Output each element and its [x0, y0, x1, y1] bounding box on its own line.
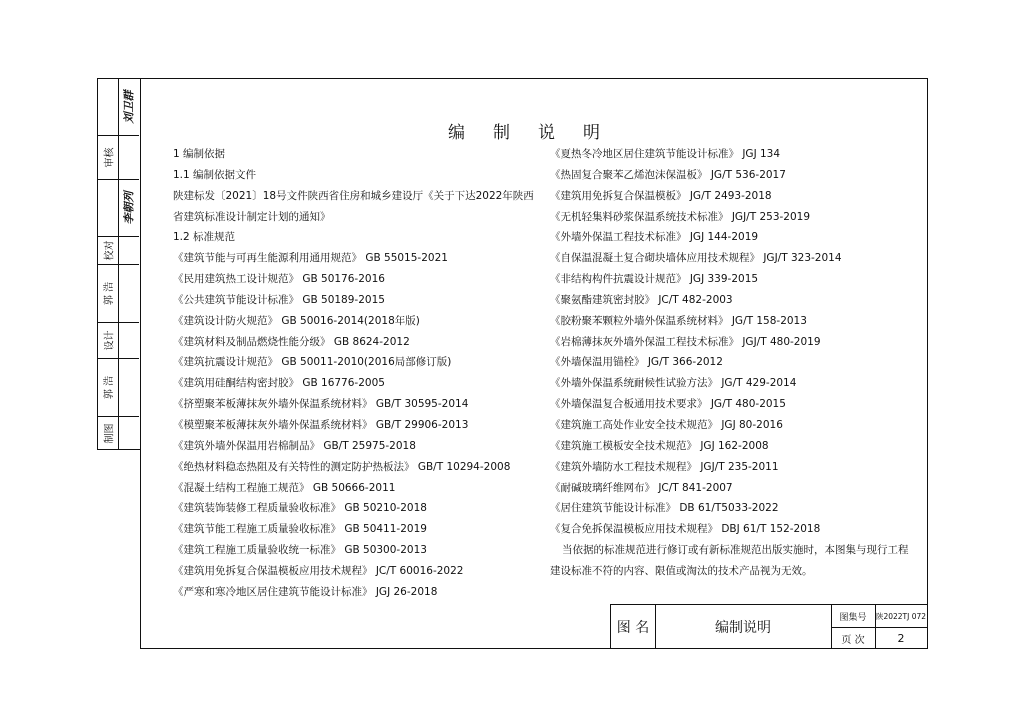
drawing-name-label: 图 名	[616, 620, 650, 636]
signature-cell	[98, 323, 139, 359]
list-item: 《建筑施工模板安全技术规范》 JGJ 162-2008	[550, 439, 769, 452]
list-item: 省建筑标准设计制定计划的通知》	[173, 210, 331, 223]
list-item: 《耐碱玻璃纤维网布》 JC/T 841-2007	[550, 481, 733, 494]
list-item: 《非结构构件抗震设计规范》 JGJ 339-2015	[550, 273, 759, 286]
list-item: 《建筑材料及制品燃烧性能分级》 GB 8624-2012	[173, 335, 410, 348]
list-item: 《建筑用硅酮结构密封胶》 GB 16776-2005	[173, 377, 385, 390]
list-item: 《无机轻集料砂浆保温系统技术标准》 JGJ/T 253-2019	[550, 210, 811, 223]
list-item: 《岩棉薄抹灰外墙外保温工程技术标准》 JGJ/T 480-2019	[550, 335, 821, 348]
list-item: 《建筑工程施工质量验收统一标准》 GB 50300-2013	[173, 544, 427, 557]
signature-cell	[98, 79, 139, 136]
list-item: 《建筑用免拆复合保温模板应用技术规程》 JC/T 60016-2022	[173, 564, 464, 577]
signature-cell	[98, 417, 139, 449]
list-item: 《聚氨酯建筑密封胶》 JC/T 482-2003	[550, 293, 733, 306]
list-item: 《建筑节能工程施工质量验收标准》 GB 50411-2019	[173, 523, 427, 536]
note-line: 当依据的标准规范进行修订或有新标准规范出版实施时，本图集与现行工程	[562, 544, 909, 557]
list-item: 《建筑施工高处作业安全技术规范》 JGJ 80-2016	[550, 418, 783, 431]
title-block	[610, 604, 928, 649]
signature-cell	[98, 237, 139, 265]
list-item: 《严寒和寒冷地区居住建筑节能设计标准》 JGJ 26-2018	[173, 585, 438, 598]
signature-label: 校对	[104, 240, 116, 261]
list-item: 《建筑外墙防水工程技术规程》 JGJ/T 235-2011	[550, 460, 779, 473]
list-item: 1.1 编制依据文件	[173, 168, 257, 181]
list-item: 《绝热材料稳态热阻及有关特性的测定防护热板法》 GB/T 10294-2008	[173, 460, 511, 473]
list-item: 《建筑用免拆复合保温模板》 JG/T 2493-2018	[550, 189, 772, 202]
signature-name: 李朝列	[122, 191, 136, 225]
signature-cell	[98, 359, 139, 417]
signature-label: 郭 浩	[104, 281, 116, 306]
signature-cell	[98, 265, 139, 323]
atlas-number-value: 陕2022TJ 072	[875, 611, 927, 621]
signature-label: 郭 浩	[104, 375, 116, 400]
list-item: 《建筑外墙外保温用岩棉制品》 GB/T 25975-2018	[173, 439, 416, 452]
page-number-label: 页 次	[841, 634, 865, 646]
page-title: 编制说明	[448, 123, 628, 143]
list-item: 陕建标发〔2021〕18号文件陕西省住房和城乡建设厅《关于下达2022年陕西	[173, 189, 534, 202]
signature-name: 刘卫群	[122, 90, 136, 124]
left-column	[173, 144, 534, 603]
list-item: 《自保温混凝土复合砌块墙体应用技术规程》 JGJ/T 323-2014	[550, 252, 842, 265]
list-item: 《建筑节能与可再生能源利用通用规范》 GB 55015-2021	[173, 252, 448, 265]
list-item: 《模塑聚苯板薄抹灰外墙外保温系统材料》 GB/T 29906-2013	[173, 418, 469, 431]
signature-label: 设计	[104, 330, 116, 351]
drawing-name-value: 编制说明	[715, 620, 771, 636]
list-item: 1.2 标准规范	[173, 231, 236, 244]
list-item: 《外墙保温复合板通用技术要求》 JG/T 480-2015	[550, 398, 786, 411]
list-item: 《建筑设计防火规范》 GB 50016-2014(2018年版)	[173, 314, 420, 327]
signature-cell	[98, 136, 139, 180]
signature-cell	[98, 180, 139, 237]
list-item: 《挤塑聚苯板薄抹灰外墙外保温系统材料》 GB/T 30595-2014	[173, 398, 469, 411]
list-item: 《外墙保温用锚栓》 JG/T 366-2012	[550, 356, 723, 369]
list-item: 《外墙外保温系统耐候性试验方法》 JG/T 429-2014	[550, 377, 797, 390]
list-item: 《外墙外保温工程技术标准》 JGJ 144-2019	[550, 231, 759, 244]
atlas-number-label: 图集号	[839, 612, 867, 623]
list-item: 《胶粉聚苯颗粒外墙外保温系统材料》 JG/T 158-2013	[550, 314, 807, 327]
list-item: 《建筑抗震设计规范》 GB 50011-2010(2016局部修订版)	[173, 356, 452, 369]
list-item: 《夏热冬冷地区居住建筑节能设计标准》 JGJ 134	[550, 148, 781, 160]
list-item: 《民用建筑热工设计规范》 GB 50176-2016	[173, 273, 385, 286]
list-item: 《复合免拆保温模板应用技术规程》 DBJ 61/T 152-2018	[550, 523, 821, 536]
note-line: 建设标准不符的内容、限值或淘汰的技术产品视为无效。	[550, 564, 813, 577]
list-item: 《建筑装饰装修工程质量验收标准》 GB 50210-2018	[173, 502, 427, 515]
list-item: 《热固复合聚苯乙烯泡沫保温板》 JG/T 536-2017	[550, 168, 786, 181]
list-item: 《居住建筑节能设计标准》 DB 61/T5033-2022	[550, 502, 779, 515]
list-item: 《公共建筑节能设计标准》 GB 50189-2015	[173, 293, 385, 306]
list-item: 1 编制依据	[173, 148, 226, 160]
page-number-value: 2	[897, 631, 905, 645]
signature-label: 审核	[104, 147, 116, 168]
signature-label: 制图	[104, 423, 116, 443]
list-item: 《混凝土结构工程施工规范》 GB 50666-2011	[173, 481, 396, 494]
signature-column	[97, 78, 140, 450]
right-column	[550, 144, 909, 582]
